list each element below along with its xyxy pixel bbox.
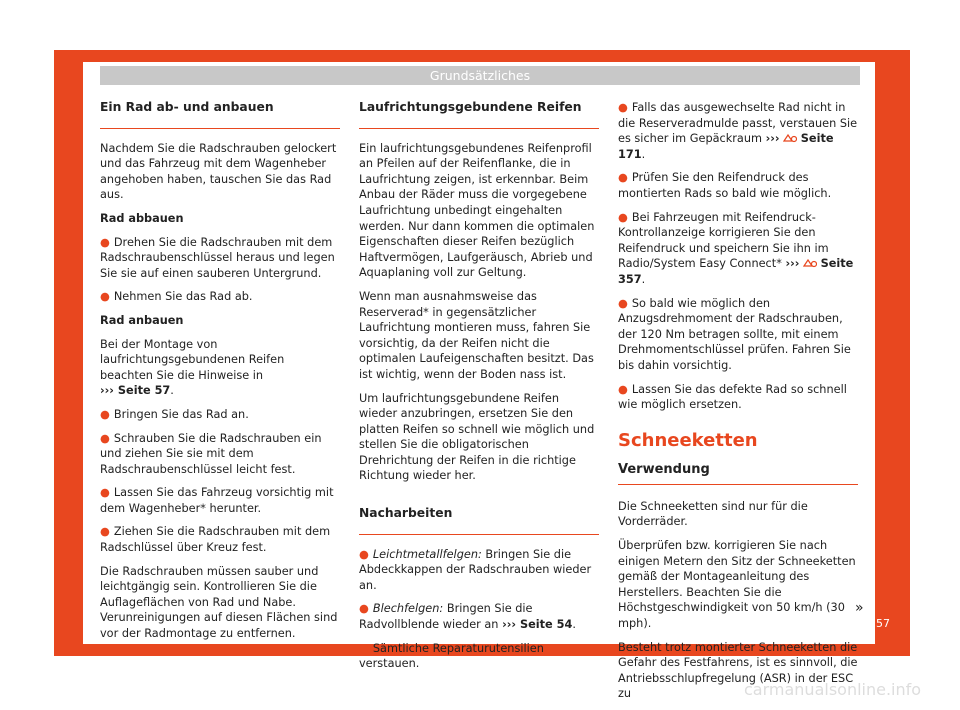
- paragraph: Bei der Montage von laufrichtungsgebundenen Reifen beachten Sie die Hinweise in ››› Seite 57.: [100, 337, 285, 398]
- section-heading: Laufrichtungsgebundene Reifen: [359, 100, 599, 129]
- bullet-icon: ●: [100, 407, 110, 421]
- page-reference-link[interactable]: ››› Seite 54: [502, 618, 573, 632]
- list-item: ● Falls das ausgewechselte Rad nicht in die Reserveradmulde passt, verstauen Sie es sicher im Gepäckraum ››› Seite 171.: [618, 101, 858, 161]
- bullet-icon: ●: [359, 547, 369, 561]
- warning-book-icon: [803, 258, 817, 268]
- list-item: ● Lassen Sie das defekte Rad so schnell wie möglich ersetzen.: [618, 382, 847, 412]
- list-item: ● Blechfelgen: Bringen Sie die Radvollblende wieder an ››› Seite 54.: [359, 602, 576, 632]
- list-item: ● Ziehen Sie die Radschrauben mit dem Radschlüssel über Kreuz fest.: [100, 525, 331, 555]
- list-item: ● Lassen Sie das Fahrzeug vorsichtig mit dem Wagenheber* herunter.: [100, 486, 334, 515]
- bullet-icon: ●: [100, 486, 110, 500]
- paragraph: Nachdem Sie die Radschrauben gelockert und das Fahrzeug mit dem Wagenheber angehoben haben, tauschen Sie das Rad aus.: [100, 141, 337, 202]
- page-reference-link[interactable]: Seite 171: [618, 132, 834, 161]
- list-item: ● Drehen Sie die Radschrauben mit dem Radschraubenschlüssel heraus und legen Sie sie auf einen sauberen Untergrund.: [100, 235, 335, 280]
- chapter-heading: Schneeketten: [618, 429, 758, 451]
- section-header: Grundsätzliches: [100, 66, 860, 85]
- paragraph: Die Radschrauben müssen sauber und leichtgängig sein. Kontrollieren Sie die Auflageflächen von Rad und Nabe. Verunreinigungen auf diesen Flächen sind vor der Radmontage zu entfernen.: [100, 564, 338, 641]
- bullet-icon: ●: [100, 431, 110, 445]
- paragraph: Überprüfen bzw. korrigieren Sie nach einigen Metern den Sitz der Schneeketten gemäß der Montageanleitung des Herstellers. Beachten Sie die Höchstgeschwindigkeit von 50 km/h (30 mph).: [618, 539, 856, 631]
- bullet-icon: ●: [359, 602, 369, 616]
- list-item: ● Leichtmetallfelgen: Bringen Sie die Abdeckkappen der Radschrauben wieder an.: [359, 547, 592, 592]
- bullet-icon: ●: [100, 235, 110, 249]
- bullet-icon: ●: [618, 382, 628, 396]
- list-item: ● Prüfen Sie den Reifendruck des montierten Rads so bald wie möglich.: [618, 171, 832, 200]
- warning-book-icon: [783, 133, 797, 143]
- bullet-icon: ●: [100, 525, 110, 539]
- paragraph: Ein laufrichtungsgebundenes Reifenprofil an Pfeilen auf der Reifenflanke, die in Laufrichtung zeigen, ist erkennbar. Beim Anbau der Räder muss die vorgegebene Laufrichtung unbedingt eingehalten werden. Nur dann kommen die optimalen Eigenschaften dieser Reifen bezüglich Haftvermögen, Laufgeräusch, Abrieb und Aquaplaning voll zur Geltung.: [359, 141, 595, 280]
- column-2: [359, 100, 599, 680]
- section-heading: Verwendung: [618, 462, 858, 485]
- page-reference-link[interactable]: ››› Seite 57: [100, 384, 171, 398]
- watermark: carmanualsonline.info: [744, 680, 922, 699]
- paragraph: Besteht trotz montierter Schneeketten die Gefahr des Festfahrens, ist es sinnvoll, die Antriebsschlupfregelung (ASR) in der ESC zu: [618, 640, 858, 701]
- subheading: Rad anbauen: [100, 313, 184, 327]
- list-item: ● Bei Fahrzeugen mit Reifendruck-Kontrollanzeige korrigieren Sie den Reifendruck und speichern Sie ihn im Radio/System Easy Connect* ››› Seite 357.: [618, 210, 854, 286]
- paragraph: Um laufrichtungsgebundene Reifen wieder anzubringen, ersetzen Sie den platten Reifen so schnell wie möglich und stellen Sie die obligatorischen Drehrichtung der Reifen in die richtige Richtung wieder her.: [359, 391, 595, 483]
- column-3: [618, 100, 858, 710]
- page-number: 57: [876, 617, 890, 630]
- page-reference-link[interactable]: Seite 357: [618, 257, 854, 286]
- column-1: [100, 100, 340, 650]
- paragraph: Wenn man ausnahmsweise das Reserverad* in gegensätzlicher Laufrichtung montieren muss, fahren Sie vorsichtig, da der Reifen nicht die optimalen Laufeigenschaften besitzt. Das ist wichtig, wenn der Boden nass ist.: [359, 289, 594, 381]
- bullet-icon: ●: [618, 171, 628, 185]
- bullet-icon: ●: [618, 101, 628, 114]
- bullet-icon: ●: [359, 641, 369, 655]
- subheading: Rad abbauen: [100, 211, 184, 225]
- paragraph: Die Schneeketten sind nur für die Vorderräder.: [618, 499, 808, 529]
- bullet-icon: ●: [618, 296, 628, 310]
- list-item: ● Bringen Sie das Rad an.: [100, 407, 249, 421]
- list-item: ● So bald wie möglich den Anzugsdrehmoment der Radschrauben, der 120 Nm betragen sollte, mit einem Drehmomentschlüssel prüfen. Fahren Sie bis dahin vorsichtig.: [618, 296, 851, 372]
- section-heading: Nacharbeiten: [359, 506, 599, 535]
- bullet-icon: ●: [618, 210, 628, 224]
- list-item: ● Nehmen Sie das Rad ab.: [100, 290, 253, 304]
- list-item: ● Sämtliche Reparaturutensilien verstauen.: [359, 641, 544, 671]
- section-heading: Ein Rad ab- und anbauen: [100, 100, 340, 129]
- continue-icon: »: [855, 600, 864, 616]
- list-item: ● Schrauben Sie die Radschrauben ein und ziehen Sie sie mit dem Radschraubenschlüssel leicht fest.: [100, 431, 322, 476]
- bullet-icon: ●: [100, 290, 110, 304]
